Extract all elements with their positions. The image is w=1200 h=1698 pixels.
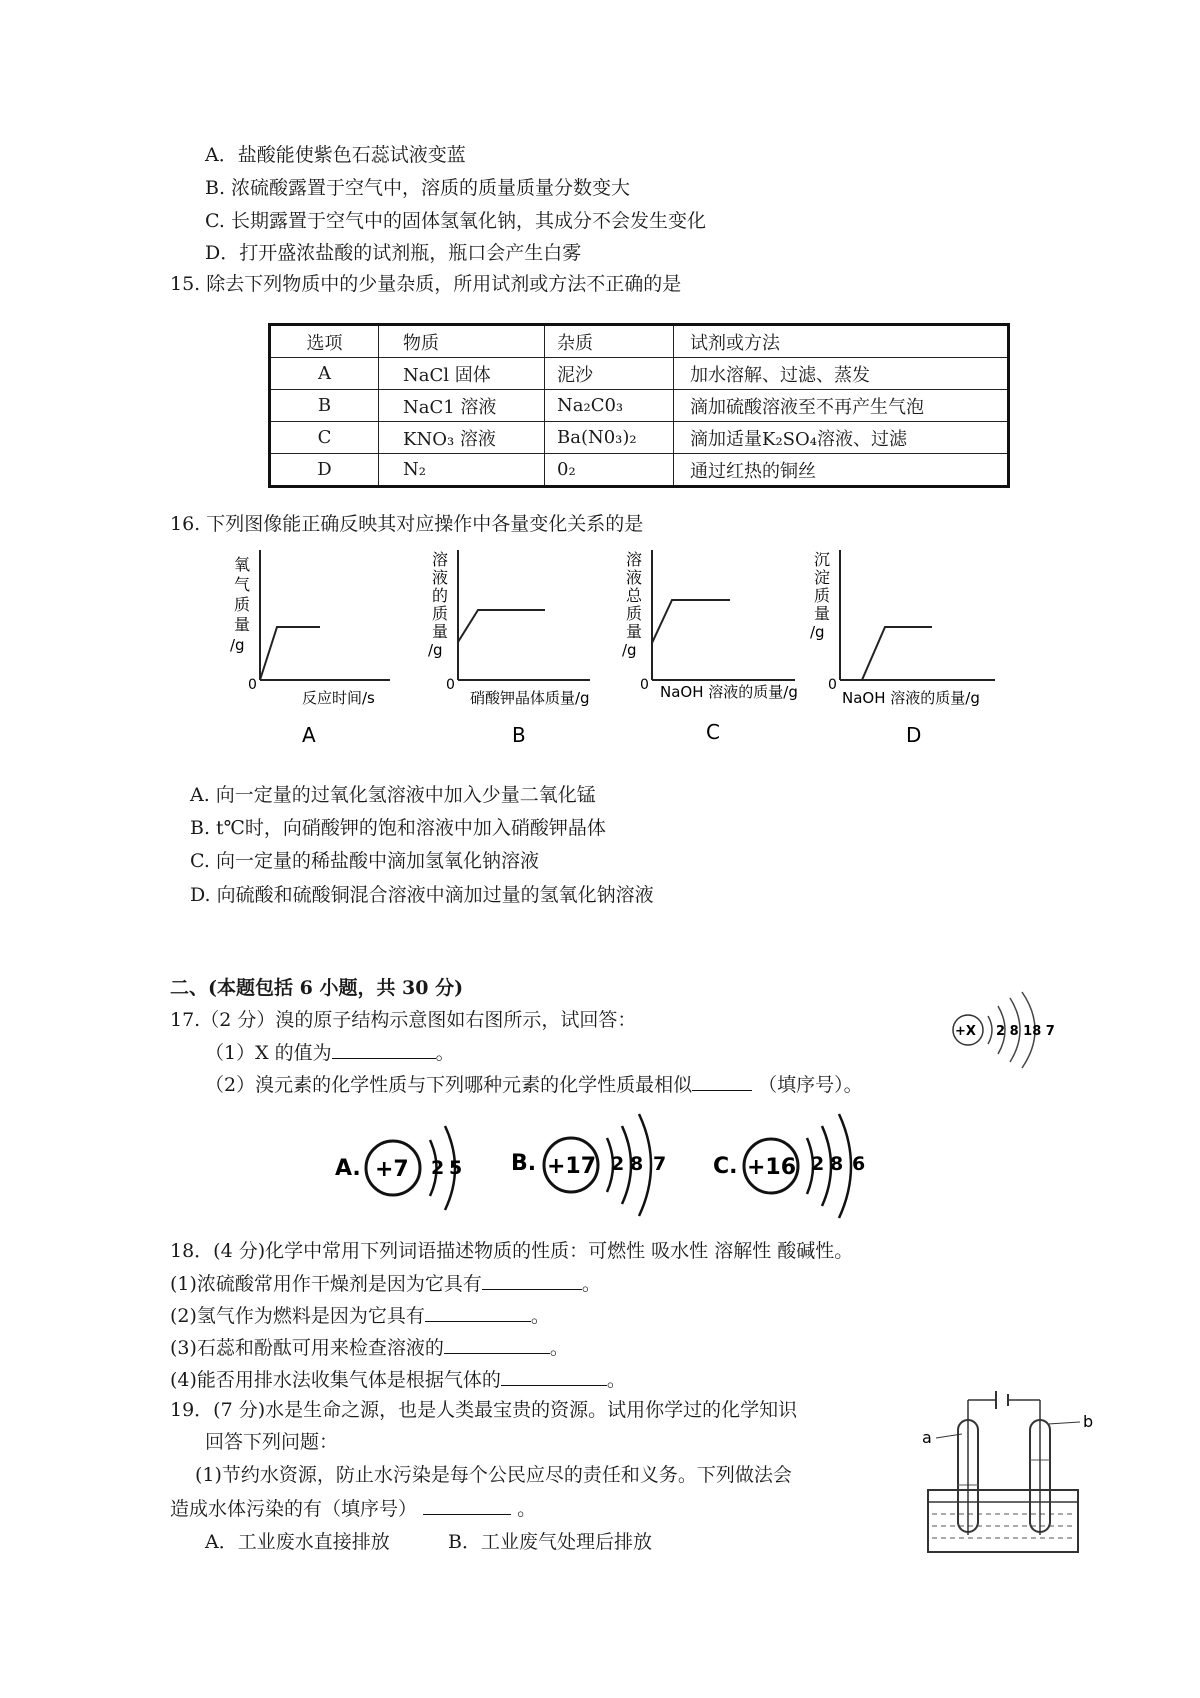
graph-a-xlabel: 反应时间/s xyxy=(302,689,375,707)
q17-atom-options xyxy=(335,1110,895,1220)
q19-sub1-line1: (1)节约水资源，防止水污染是每个公民应尽的责任和义务。下列做法会 xyxy=(195,1464,792,1486)
graph-a-caption: A xyxy=(302,723,316,747)
q18-item-3-text: (3)石蕊和酚酞可用来检查溶液的 xyxy=(170,1337,444,1359)
q14-option-d: D．打开盛浓盐酸的试剂瓶，瓶口会产生白雾 xyxy=(205,242,582,264)
section-title: 二、(本题包括 6 小题，共 30 分) xyxy=(170,977,464,999)
q17-stem: 17.（2 分）溴的原子结构示意图如右图所示，试回答： xyxy=(170,1009,637,1031)
graph-c-ylabel-0: 溶 xyxy=(626,550,643,569)
q18-stem: 18．(4 分)化学中常用下列词语描述物质的性质：可燃性 吸水性 溶解性 酸碱性。 xyxy=(170,1240,854,1262)
graph-c-ylabel-1: 液 xyxy=(626,568,643,587)
q14-option-b: B. 浓硫酸露置于空气中，溶质的质量质量分数变大 xyxy=(205,177,631,199)
q18-item-3 xyxy=(170,1335,569,1360)
table-cell: Na₂C0₃ xyxy=(545,390,674,422)
q17-sub2-end: （填序号）。 xyxy=(758,1074,863,1096)
table-row xyxy=(270,390,1009,422)
q19-answer-blank-1[interactable] xyxy=(423,1496,511,1515)
table-cell: Ba(N0₃)₂ xyxy=(545,422,674,454)
q18-item-4 xyxy=(170,1367,626,1392)
atom-option-a xyxy=(335,1126,462,1210)
table-header: 物质 xyxy=(379,325,545,358)
graph-c xyxy=(622,550,798,744)
atom-option-b xyxy=(511,1114,666,1216)
q18-item-1-text: (1)浓硫酸常用作干燥剂是因为它具有 xyxy=(170,1273,482,1295)
table-header: 杂质 xyxy=(545,325,674,358)
table-cell: NaCl 固体 xyxy=(379,358,545,390)
table-cell: D xyxy=(270,454,379,487)
atom-c-shell-1-electrons: 2 xyxy=(811,1153,825,1175)
q17-sub2-text: （2）溴元素的化学性质与下列哪种元素的化学性质最相似 xyxy=(205,1074,693,1096)
atom-b-shell-1-electrons: 2 xyxy=(611,1153,625,1175)
q18-item-2-end: 。 xyxy=(530,1305,550,1327)
atom-a-shell-1-electrons: 2 xyxy=(431,1157,445,1179)
graph-b-caption: B xyxy=(512,723,526,747)
graph-d-ylabel-0: 沉 xyxy=(814,550,831,569)
bromine-shell-electrons: 2 8 18 7 xyxy=(996,1024,1055,1039)
atom-c-shell-3-electrons: 6 xyxy=(852,1153,866,1175)
label-b: b xyxy=(1083,1412,1094,1431)
q14-option-c: C. 长期露置于空气中的固体氢氧化钠，其成分不会发生变化 xyxy=(205,210,706,232)
table-header: 选项 xyxy=(270,325,379,358)
q17-sub2 xyxy=(205,1072,863,1097)
graph-c-ylabel-3: 质 xyxy=(626,604,643,623)
q18-answer-blank-3[interactable] xyxy=(444,1335,550,1354)
graph-c-curve xyxy=(652,600,730,643)
q16-graphs xyxy=(220,545,1100,755)
table-header-row xyxy=(270,325,1009,358)
q19-option-b: B．工业废气处理后排放 xyxy=(448,1531,652,1553)
graph-b-ylabel-5: /g xyxy=(428,641,443,659)
table-cell: KNO₃ 溶液 xyxy=(379,422,545,454)
table-cell: C xyxy=(270,422,379,454)
graph-a-origin: 0 xyxy=(248,677,257,693)
q18-item-4-text: (4)能否用排水法收集气体是根据气体的 xyxy=(170,1369,501,1391)
table-cell: 滴加硫酸溶液至不再产生气泡 xyxy=(674,390,1009,422)
label-b-pointer xyxy=(1048,1422,1080,1424)
q18-item-2-text: (2)氢气作为燃料是因为它具有 xyxy=(170,1305,425,1327)
graph-b xyxy=(428,550,590,747)
atom-a-label: A. xyxy=(335,1156,361,1181)
q16-option-c: C. 向一定量的稀盐酸中滴加氢氧化钠溶液 xyxy=(190,850,539,872)
graph-b-xlabel: 硝酸钾晶体质量/g xyxy=(470,689,590,707)
atom-c-nucleus-label: +16 xyxy=(747,1155,797,1180)
q17-answer-blank-1[interactable] xyxy=(332,1040,436,1059)
atom-b-shell-3-electrons: 7 xyxy=(653,1153,667,1175)
q18-item-4-end: 。 xyxy=(606,1369,626,1391)
atom-b-shell-2-electrons: 8 xyxy=(630,1153,644,1175)
graph-d-ylabel-4: /g xyxy=(810,623,825,641)
graph-b-curve xyxy=(458,610,545,642)
bromine-nucleus-label: +X xyxy=(955,1024,976,1039)
q16-option-d: D. 向硫酸和硫酸铜混合溶液中滴加过量的氢氧化钠溶液 xyxy=(190,884,654,906)
electrolysis-apparatus-diagram xyxy=(900,1390,1100,1570)
graph-b-ylabel-2: 的 xyxy=(432,586,449,605)
graph-b-origin: 0 xyxy=(446,677,455,693)
graph-b-ylabel-4: 量 xyxy=(432,622,449,641)
graph-b-ylabel-0: 溶 xyxy=(432,550,449,569)
q19-sub1-text: 造成水体污染的有（填序号） xyxy=(170,1498,418,1520)
table-cell: B xyxy=(270,390,379,422)
graph-c-xlabel: NaOH 溶液的质量/g xyxy=(660,683,798,701)
q16-option-b: B. t℃时，向硝酸钾的饱和溶液中加入硝酸钾晶体 xyxy=(190,817,606,839)
graph-c-ylabel-2: 总 xyxy=(626,586,643,605)
table-row xyxy=(270,358,1009,390)
atom-a-nucleus-label: +7 xyxy=(375,1157,409,1182)
q19-option-a: A．工业废水直接排放 xyxy=(205,1531,390,1553)
q16-option-a: A. 向一定量的过氧化氢溶液中加入少量二氧化锰 xyxy=(190,784,596,806)
graph-d-origin: 0 xyxy=(828,677,837,693)
water-tank xyxy=(928,1490,1078,1552)
q18-item-3-end: 。 xyxy=(549,1337,569,1359)
graph-b-ylabel-3: 质 xyxy=(432,604,449,623)
graph-c-origin: 0 xyxy=(640,677,649,693)
table-cell: N₂ xyxy=(379,454,545,487)
q19-sub1-line2 xyxy=(170,1496,536,1521)
graph-a-ylabel-2: 质 xyxy=(234,595,251,614)
q15-question: 15. 除去下列物质中的少量杂质，所用试剂或方法不正确的是 xyxy=(170,273,682,295)
graph-c-ylabel-5: /g xyxy=(622,641,637,659)
q17-answer-blank-2[interactable] xyxy=(692,1072,752,1091)
q16-question: 16. 下列图像能正确反映其对应操作中各量变化关系的是 xyxy=(170,513,644,535)
atom-c-shell-2-electrons: 8 xyxy=(830,1153,844,1175)
q19-stem-1: 19．(7 分)水是生命之源，也是人类最宝贵的资源。试用你学过的化学知识 xyxy=(170,1399,798,1421)
atom-a-shell-2-electrons: 5 xyxy=(449,1157,463,1179)
table-row xyxy=(270,454,1009,487)
q18-answer-blank-4[interactable] xyxy=(501,1367,607,1386)
graph-d-xlabel: NaOH 溶液的质量/g xyxy=(842,689,980,707)
table-cell: 泥沙 xyxy=(545,358,674,390)
table-cell: A xyxy=(270,358,379,390)
graph-d-curve xyxy=(840,627,932,680)
graph-d-caption: D xyxy=(906,723,922,747)
graph-d-ylabel-2: 质 xyxy=(814,586,831,605)
graph-a xyxy=(230,550,390,747)
graph-d xyxy=(810,550,995,747)
bromine-atom-diagram xyxy=(940,990,1085,1070)
q17-sub1-text: （1）X 的值为 xyxy=(205,1042,332,1064)
q18-answer-blank-1[interactable] xyxy=(482,1271,582,1290)
atom-b-nucleus-label: +17 xyxy=(547,1154,597,1179)
graph-a-ylabel-0: 氧 xyxy=(234,555,251,574)
graph-a-ylabel-1: 气 xyxy=(234,575,251,594)
q17-sub1 xyxy=(205,1040,455,1065)
label-a: a xyxy=(922,1428,932,1447)
q18-item-1-end: 。 xyxy=(581,1273,601,1295)
q19-stem-2: 回答下列问题： xyxy=(205,1431,339,1453)
table-row xyxy=(270,422,1009,454)
table-cell: 滴加适量K₂SO₄溶液、过滤 xyxy=(674,422,1009,454)
q14-option-a: A．盐酸能使紫色石蕊试液变蓝 xyxy=(205,144,466,166)
q19-sub1-end: 。 xyxy=(517,1498,537,1520)
atom-option-c xyxy=(713,1114,865,1218)
graph-c-ylabel-4: 量 xyxy=(626,622,643,641)
q15-table xyxy=(268,323,1010,488)
atom-c-label: C. xyxy=(713,1154,738,1179)
table-cell: 加水溶解、过滤、蒸发 xyxy=(674,358,1009,390)
graph-a-curve xyxy=(260,627,320,680)
table-cell: 0₂ xyxy=(545,454,674,487)
table-cell: 通过红热的铜丝 xyxy=(674,454,1009,487)
bromine-shell-1 xyxy=(988,1016,992,1044)
graph-c-caption: C xyxy=(706,720,720,744)
graph-d-ylabel-1: 淀 xyxy=(814,568,831,587)
graph-b-ylabel-1: 液 xyxy=(432,568,449,587)
q18-item-1 xyxy=(170,1271,601,1296)
atom-b-label: B. xyxy=(511,1151,537,1176)
q17-sub1-end: 。 xyxy=(435,1042,455,1064)
q18-item-2 xyxy=(170,1303,550,1328)
graph-a-ylabel-4: /g xyxy=(230,636,245,654)
table-cell: NaC1 溶液 xyxy=(379,390,545,422)
table-header: 试剂或方法 xyxy=(674,325,1009,358)
q18-answer-blank-2[interactable] xyxy=(425,1303,531,1322)
graph-d-ylabel-3: 量 xyxy=(814,604,831,623)
graph-a-ylabel-3: 量 xyxy=(234,615,251,634)
